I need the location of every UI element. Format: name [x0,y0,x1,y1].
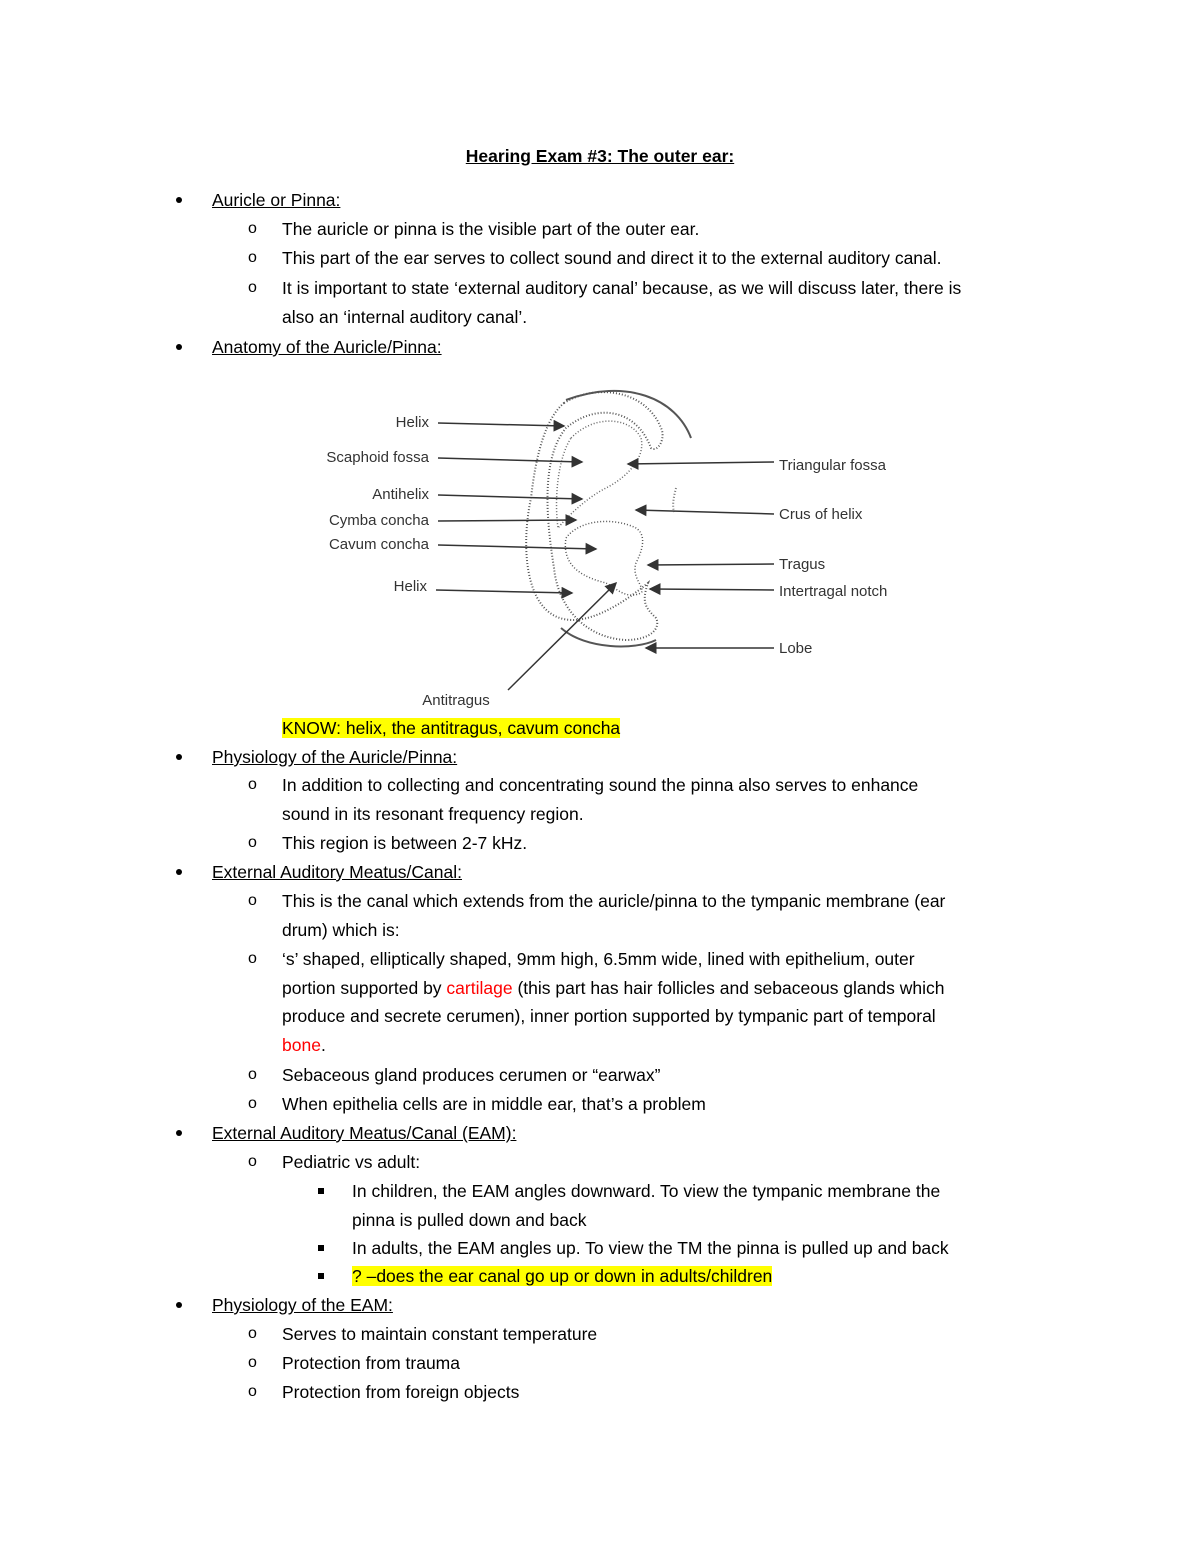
cartilage-term: cartilage [446,978,513,998]
bullet-icon [174,1293,186,1317]
section-heading-eam2: External Auditory Meatus/Canal (EAM): [212,1123,517,1143]
sub-bullet-icon: o [248,1325,257,1342]
label-antihelix: Antihelix [372,486,429,503]
know-note: KNOW: helix, the antitragus, cavum concha [282,718,621,738]
square-bullet-icon [318,1179,328,1203]
sub-bullet-icon: o [248,279,257,296]
label-crus-of-helix: Crus of helix [779,506,863,523]
eam2-children-cont: pinna is pulled down and back [352,1210,587,1230]
physiology-auricle-item-1-cont: sound in its resonant frequency region. [282,804,584,824]
label-scaphoid-fossa: Scaphoid fossa [326,449,429,466]
auricle-item-2: This part of the ear serves to collect sound and direct it to the external auditory canal. [282,248,942,268]
eam-item-2-cont-1: portion supported by cartilage (this part has hair follicles and sebaceous glands which [282,978,945,998]
physiology-eam-item-3: Protection from foreign objects [282,1382,520,1402]
eam2-question: ? –does the ear canal go up or down in adults/children [352,1266,773,1286]
label-cavum-concha: Cavum concha [328,536,429,553]
eam-item-2: ‘s’ shaped, elliptically shaped, 9mm high, 6.5mm wide, lined with epithelium, outer [282,949,915,969]
physiology-auricle-item-2: This region is between 2-7 kHz. [282,833,528,853]
ear-anatomy-diagram [296,378,936,710]
sub-bullet-icon: o [248,1066,257,1083]
auricle-item-3: It is important to state ‘external auditory canal’ because, as we will discuss later, there is [282,278,962,298]
section-heading-eam: External Auditory Meatus/Canal: [212,862,462,882]
sub-bullet-icon: o [248,950,257,967]
label-triangular-fossa: Triangular fossa [779,457,886,474]
label-helix-bottom: Helix [393,578,427,595]
bullet-icon [174,188,186,212]
eam-item-1-cont: drum) which is: [282,920,400,940]
page-title: Hearing Exam #3: The outer ear: [465,146,735,166]
label-tragus: Tragus [779,556,826,573]
sub-bullet-icon: o [248,1153,257,1170]
auricle-item-3-cont: also an ‘internal auditory canal’. [282,307,528,327]
sub-bullet-icon: o [248,1095,257,1112]
concha-shape [565,521,642,595]
sub-bullet-icon: o [248,1354,257,1371]
sub-bullet-icon: o [248,892,257,909]
eam-item-4: When epithelia cells are in middle ear, that’s a problem [282,1094,706,1114]
section-heading-physiology-eam: Physiology of the EAM: [212,1295,393,1315]
auricle-item-1: The auricle or pinna is the visible part of the outer ear. [282,219,700,239]
bone-term: bone [282,1035,321,1055]
physiology-eam-item-1: Serves to maintain constant temperature [282,1324,598,1344]
helix-shadow [673,488,676,512]
sub-bullet-icon: o [248,834,257,851]
eam-item-2-cont-2: produce and secrete cerumen), inner portion supported by tympanic part of temporal [282,1006,936,1026]
square-bullet-icon [318,1264,328,1288]
ear-outer-rim [566,391,691,438]
sub-bullet-icon: o [248,776,257,793]
eam2-children: In children, the EAM angles downward. To view the tympanic membrane the [352,1181,941,1201]
bullet-icon [174,860,186,884]
physiology-eam-item-2: Protection from trauma [282,1353,460,1373]
eam-item-3: Sebaceous gland produces cerumen or “earwax” [282,1065,661,1085]
section-heading-anatomy: Anatomy of the Auricle/Pinna: [212,337,442,357]
bullet-icon [174,745,186,769]
eam-item-2-cont-3: bone. [282,1035,326,1055]
bullet-icon [174,1121,186,1145]
sub-bullet-icon: o [248,249,257,266]
section-heading-auricle: Auricle or Pinna: [212,190,341,210]
sub-bullet-icon: o [248,220,257,237]
label-intertragal-notch: Intertragal notch [779,583,888,600]
section-heading-physiology-auricle: Physiology of the Auricle/Pinna: [212,747,458,767]
scaphoid-fossa-shape [557,421,642,528]
label-cymba-concha: Cymba concha [328,512,429,529]
eam2-adults: In adults, the EAM angles up. To view the TM the pinna is pulled up and back [352,1238,949,1258]
eam2-sub-pediatric-adult: Pediatric vs adult: [282,1152,421,1172]
sub-bullet-icon: o [248,1383,257,1400]
physiology-auricle-item-1: In addition to collecting and concentrating sound the pinna also serves to enhance [282,775,919,795]
square-bullet-icon [318,1236,328,1260]
label-antitragus: Antitragus [422,692,490,709]
label-helix-top: Helix [395,414,429,431]
eam-item-1: This is the canal which extends from the auricle/pinna to the tympanic membrane (ear [282,891,946,911]
bullet-icon [174,335,186,359]
ear-outline [526,392,662,640]
label-lobe: Lobe [779,640,813,657]
